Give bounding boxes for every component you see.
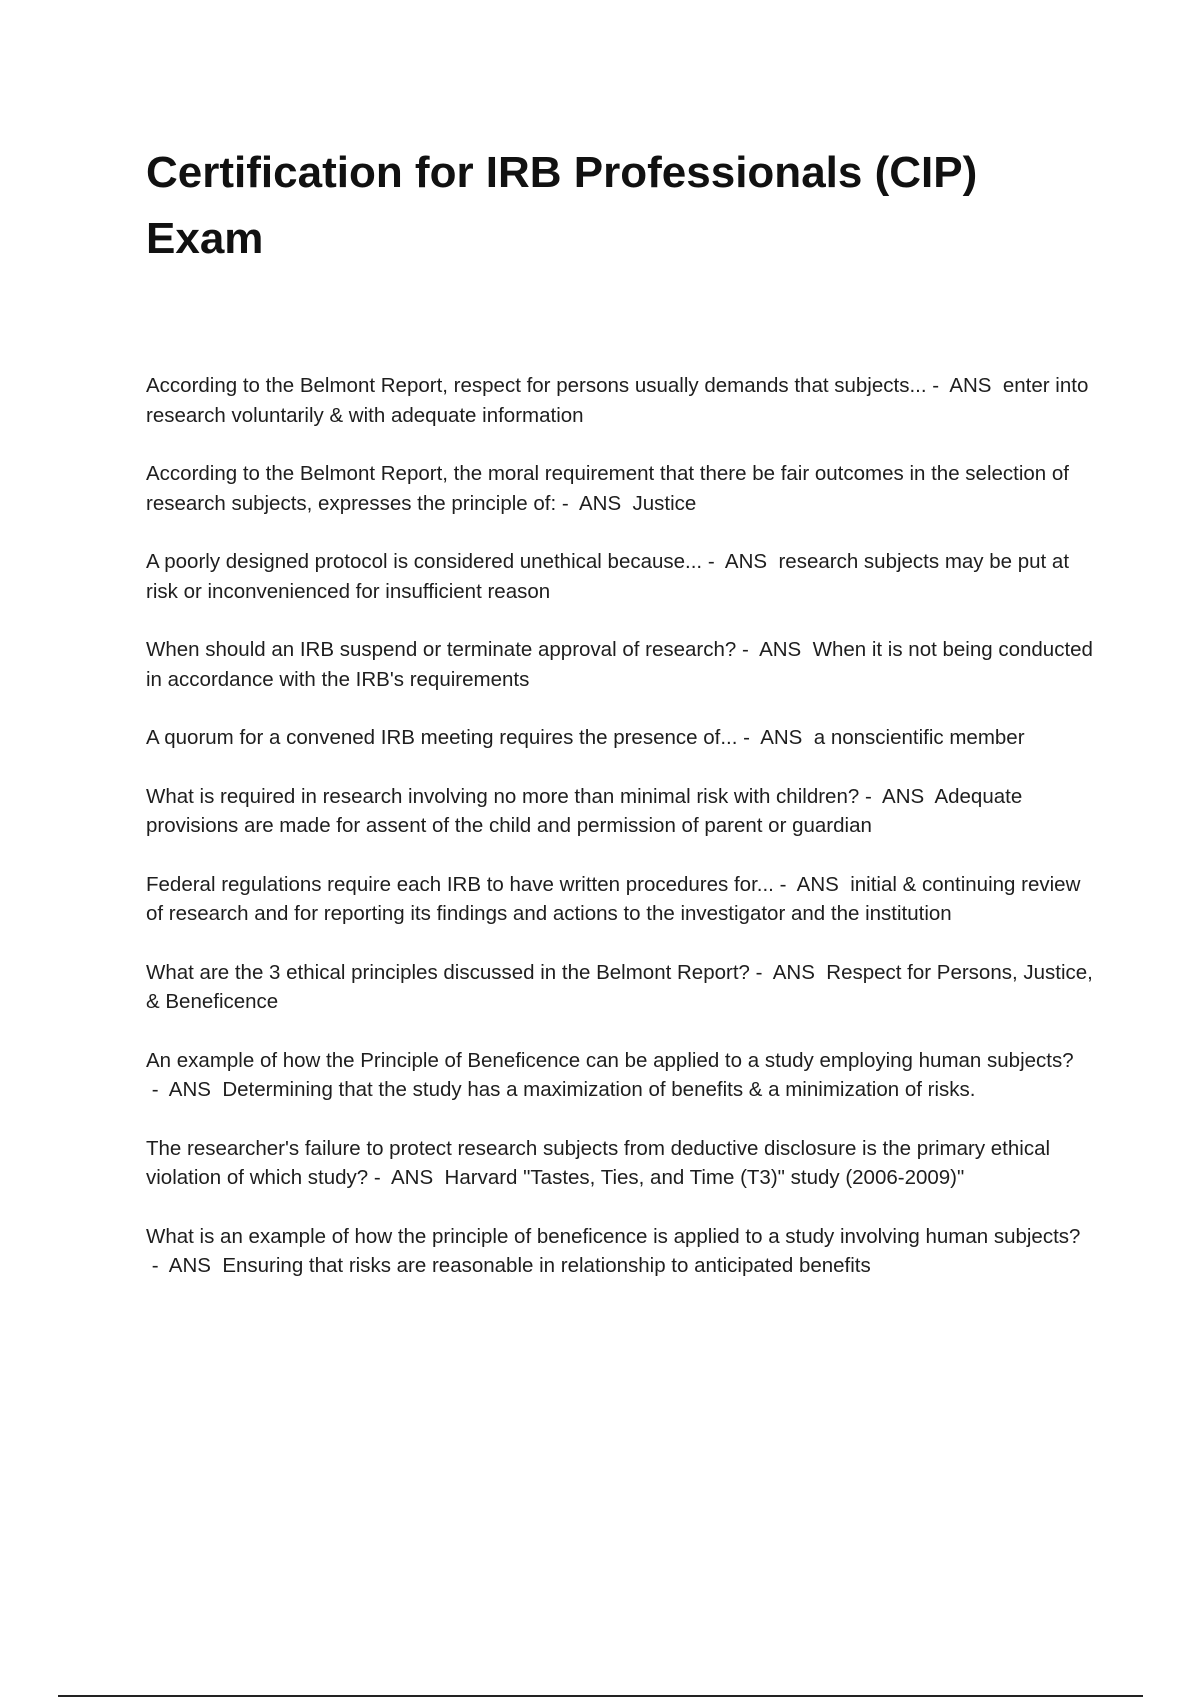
qa-item — [146, 1046, 1096, 1105]
answer-text: research subjects may be put at risk or inconvenienced for insufficient reason — [146, 550, 1070, 603]
footer-divider — [58, 1695, 1143, 1697]
qa-item — [146, 723, 1096, 753]
question-text: The researcher's failure to protect research subjects from deductive disclosure is the primary ethical violation of which study? — [146, 1136, 1051, 1189]
answer-text: Ensuring that risks are reasonable in relationship to anticipated benefits — [222, 1254, 871, 1277]
question-text: According to the Belmont Report, respect for persons usually demands that subjects... — [146, 374, 927, 397]
answer-text: Respect for Persons, Justice, & Beneficence — [146, 960, 1093, 1013]
answer-text: Justice — [632, 491, 697, 515]
question-text: What is required in research involving no more than minimal risk with children? — [146, 784, 860, 808]
answer-separator: - ANS — [926, 374, 1003, 397]
question-text: What is an example of how the principle of beneficence is applied to a study involving human subjects? — [146, 1224, 1081, 1248]
answer-separator: - ANS — [146, 1078, 223, 1101]
qa-item — [146, 547, 1096, 606]
answer-text: Adequate provisions are made for assent of the child and permission of parent or guardian — [146, 784, 1023, 837]
qa-item — [146, 635, 1096, 694]
question-text: A quorum for a convened IRB meeting requires the presence of... — [146, 726, 738, 749]
qa-item — [146, 870, 1096, 929]
answer-separator: - ANS — [736, 638, 813, 661]
question-text: A poorly designed protocol is considered unethical because... — [146, 550, 703, 573]
qa-item — [146, 1222, 1096, 1281]
answer-separator: - ANS — [737, 726, 814, 749]
answer-separator: - ANS — [773, 872, 851, 896]
page-title: Certification for IRB Professionals (CIP) Exam — [146, 148, 978, 263]
qa-item — [146, 1134, 1096, 1193]
question-text: Federal regulations require each IRB to have written procedures for... — [146, 872, 774, 896]
answer-separator: - ANS — [749, 960, 827, 984]
question-text: When should an IRB suspend or terminate approval of research? — [146, 638, 737, 661]
answer-separator: - ANS — [702, 550, 779, 573]
question-text: An example of how the Principle of Beneficence can be applied to a study employing human subjects? — [146, 1048, 1074, 1072]
answer-separator: - ANS — [146, 1254, 223, 1277]
answer-text: a nonscientific member — [813, 726, 1025, 749]
answer-text: Determining that the study has a maximization of benefits & a minimization of risks. — [222, 1078, 976, 1101]
answer-separator: - ANS — [368, 1166, 445, 1189]
question-text: What are the 3 ethical principles discussed in the Belmont Report? — [146, 960, 750, 984]
qa-list — [146, 371, 1096, 1310]
answer-text: initial & continuing review of research and for reporting its findings and actions to the investigator and the institution — [146, 872, 1081, 925]
answer-text: Harvard "Tastes, Ties, and Time (T3)" study (2006-2009)" — [444, 1166, 965, 1189]
qa-item — [146, 782, 1096, 841]
qa-item — [146, 371, 1096, 430]
answer-separator: - ANS — [859, 784, 935, 808]
answer-separator: - ANS — [556, 491, 633, 515]
answer-text: When it is not being conducted in accordance with the IRB's requirements — [146, 638, 1093, 691]
qa-item — [146, 958, 1096, 1017]
question-text: According to the Belmont Report, the moral requirement that there be fair outcomes in the selection of research subjects, expresses the principle of: — [146, 462, 1069, 515]
qa-item — [146, 459, 1096, 518]
answer-text: enter into research voluntarily & with adequate information — [146, 374, 1089, 427]
